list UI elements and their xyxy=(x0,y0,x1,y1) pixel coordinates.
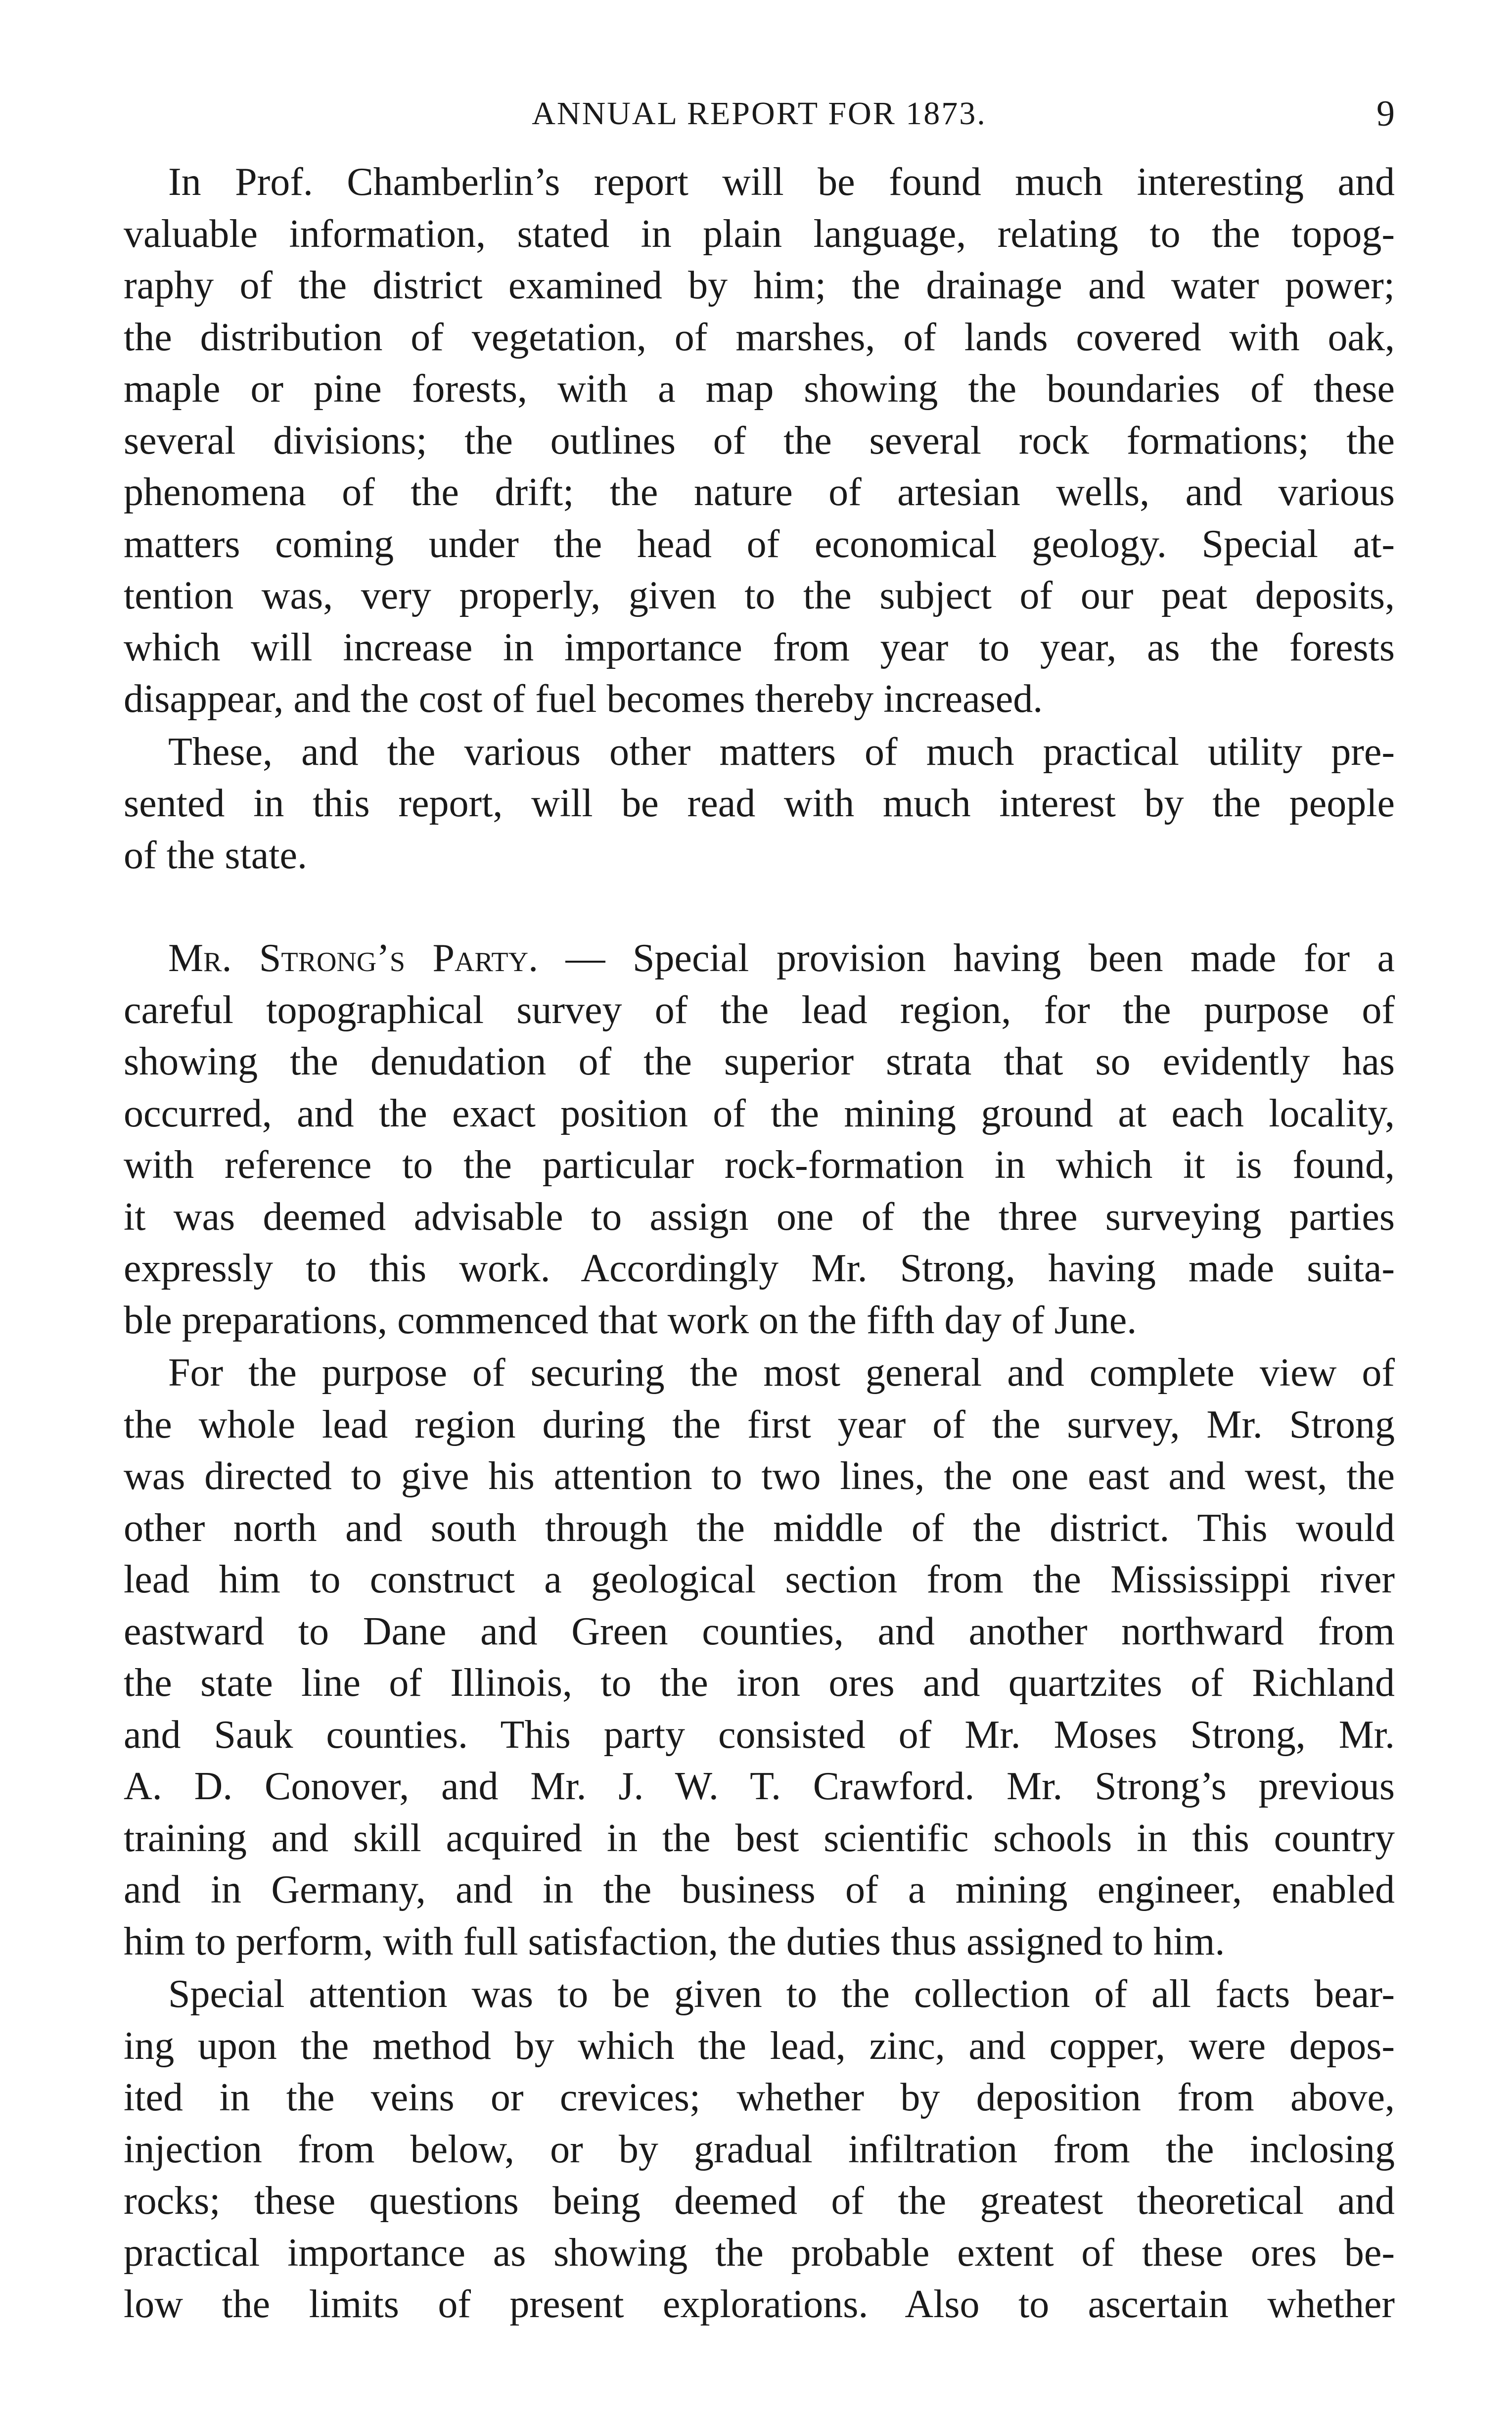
text-line: other north and south through the middle of the district. This would xyxy=(124,1506,1395,1550)
text-line: and in Germany, and in the business of a mining engineer, enabled xyxy=(124,1868,1395,1911)
text-line: low the limits of present explorations. Also to ascertain whether xyxy=(124,2282,1395,2326)
text-line: injection from below, or by gradual infiltration from the inclosing xyxy=(124,2127,1395,2171)
text-line: valuable information, stated in plain language, relating to the topog- xyxy=(124,212,1395,256)
text-line-rest: — Special provision having been made for a xyxy=(538,936,1395,980)
document-page xyxy=(124,89,1395,2330)
text-line: tention was, very properly, given to the subject of our peat deposits, xyxy=(124,574,1395,617)
text-line: with reference to the particular rock-formation in which it is found, xyxy=(124,1143,1395,1187)
text-line: the whole lead region during the first year of the survey, Mr. Strong xyxy=(124,1402,1395,1446)
text-line: the state line of Illinois, to the iron ores and quartzites of Richland xyxy=(124,1661,1395,1705)
text-line: In Prof. Chamberlin’s report will be found much interesting and xyxy=(168,160,1395,204)
running-head xyxy=(124,89,1395,139)
text-line: the distribution of vegetation, of marshes, of lands covered with oak, xyxy=(124,315,1395,359)
text-line: expressly to this work. Accordingly Mr. Strong, having made suita- xyxy=(124,1247,1395,1290)
text-line: phenomena of the drift; the nature of artesian wells, and various xyxy=(124,470,1395,514)
text-line: ble preparations, commenced that work on the fifth day of June. xyxy=(124,1298,1137,1342)
text-line: which will increase in importance from year to year, as the forests xyxy=(124,625,1395,669)
text-line: showing the denudation of the superior strata that so evidently has xyxy=(124,1040,1395,1083)
paragraph-survey-purpose xyxy=(124,1347,1395,1967)
text-line: lead him to construct a geological section from the Mississippi river xyxy=(124,1558,1395,1601)
text-line: ited in the veins or crevices; whether by deposition from above, xyxy=(124,2076,1395,2119)
text-line: matters coming under the head of economical geology. Special at- xyxy=(124,522,1395,566)
text-line: Special attention was to be given to the collection of all facts bear- xyxy=(168,1972,1395,2016)
paragraph-chamberlin-report xyxy=(124,156,1395,725)
paragraph-special-attention xyxy=(124,1968,1395,2330)
text-line: These, and the various other matters of much practical utility pre- xyxy=(168,730,1395,774)
text-line: maple or pine forests, with a map showing the boundaries of these xyxy=(124,367,1395,411)
text-line: was directed to give his attention to two lines, the one east and west, the xyxy=(124,1454,1395,1498)
text-line: practical importance as showing the probable extent of these ores be- xyxy=(124,2231,1395,2275)
text-line: and Sauk counties. This party consisted of Mr. Moses Strong, Mr. xyxy=(124,1713,1395,1757)
text-line: careful topographical survey of the lead region, for the purpose of xyxy=(124,988,1395,1032)
running-title: ANNUAL REPORT FOR 1873. xyxy=(532,95,987,132)
text-line: eastward to Dane and Green counties, and another northward from xyxy=(124,1609,1395,1653)
text-line: him to perform, with full satisfaction, the duties thus assigned to him. xyxy=(124,1919,1225,1963)
text-line: For the purpose of securing the most general and complete view of xyxy=(168,1351,1395,1395)
text-line: ing upon the method by which the lead, zinc, and copper, were depos- xyxy=(124,2024,1395,2068)
text-line: occurred, and the exact position of the mining ground at each locality, xyxy=(124,1091,1395,1135)
text-line: A. D. Conover, and Mr. J. W. T. Crawford. Mr. Strong’s previous xyxy=(124,1765,1395,1808)
section-heading: Mr. Strong’s Party. xyxy=(168,936,539,980)
text-line: several divisions; the outlines of the several rock formations; the xyxy=(124,419,1395,463)
text-line: raphy of the district examined by him; the drainage and water power; xyxy=(124,264,1395,307)
paragraph-strong-party xyxy=(124,932,1395,1346)
page-number: 9 xyxy=(1376,93,1395,134)
paragraph-practical-utility xyxy=(124,726,1395,882)
text-line: of the state. xyxy=(124,833,307,877)
text-line: it was deemed advisable to assign one of the three surveying parties xyxy=(124,1195,1395,1239)
text-line: sented in this report, will be read with much interest by the people xyxy=(124,782,1395,825)
text-line: rocks; these questions being deemed of the greatest theoretical and xyxy=(124,2179,1395,2223)
text-line: training and skill acquired in the best scientific schools in this country xyxy=(124,1816,1395,1860)
text-line xyxy=(124,932,1395,984)
text-line: disappear, and the cost of fuel becomes thereby increased. xyxy=(124,677,1043,721)
